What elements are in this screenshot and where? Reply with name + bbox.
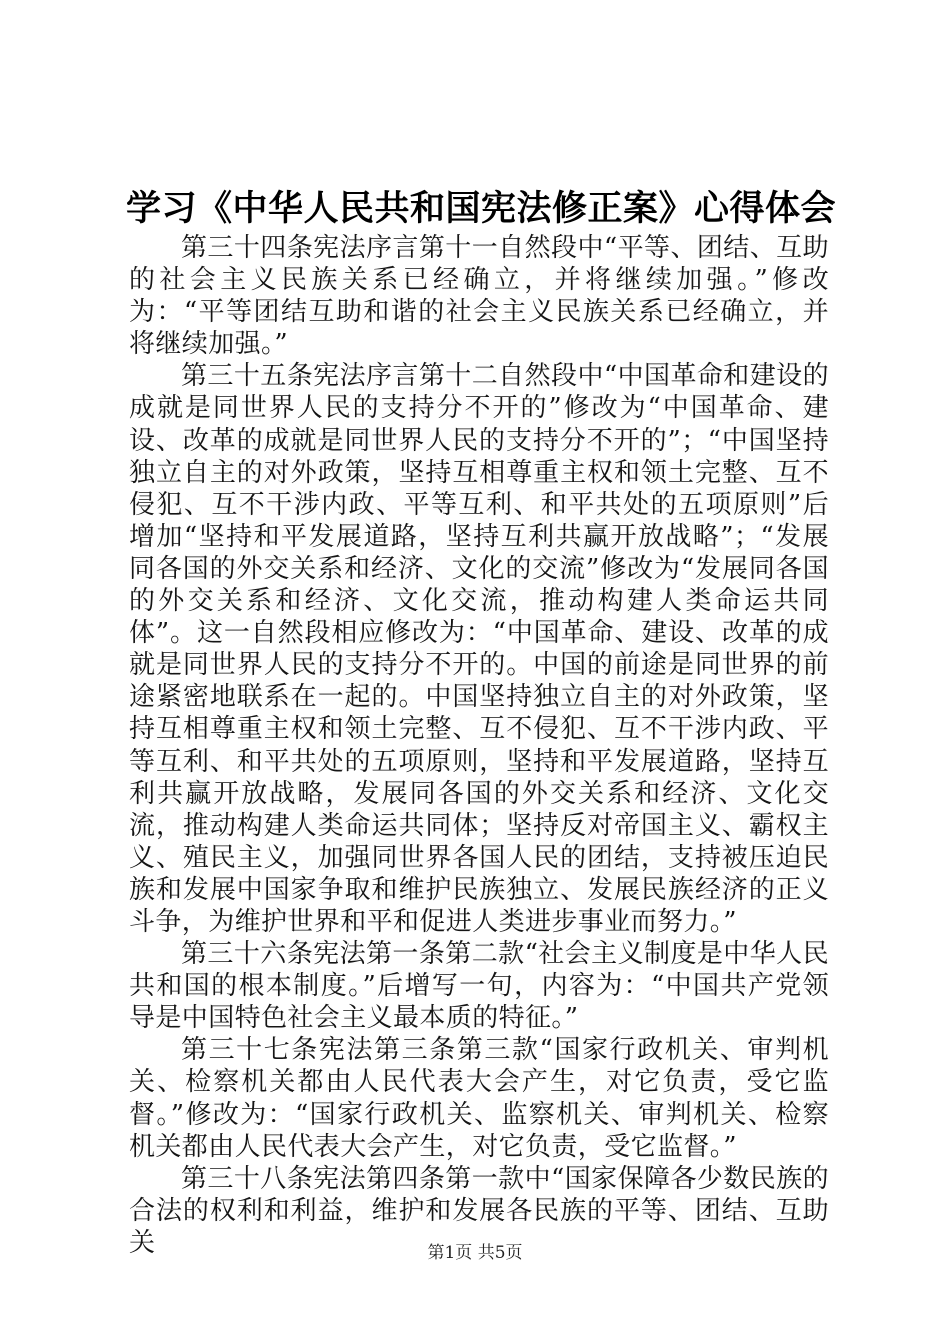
paragraph-article-37: 第三十七条宪法第三条第三款“国家行政机关、审判机关、检察机关都由人民代表大会产生，对它负责，受它监督。”修改为：“国家行政机关、监察机关、审判机关、检察机关都由人民代表大会产生，对它负责，受它监督。” [129, 1035, 829, 1162]
document-body [129, 232, 829, 1259]
paragraph-article-34: 第三十四条宪法序言第十一自然段中“平等、团结、互助的社会主义民族关系已经确立，并将继续加强。”修改为：“平等团结互助和谐的社会主义民族关系已经确立，并将继续加强。” [129, 233, 829, 360]
paragraph-article-35: 第三十五条宪法序言第十二自然段中“中国革命和建设的成就是同世界人民的支持分不开的”修改为“中国革命、建设、改革的成就是同世界人民的支持分不开的”；“中国坚持独立自主的对外政策，坚持互相尊重主权和领土完整、互不侵犯、互不干涉内政、平等互利、和平共处的五项原则”后增加“坚持和平发展道路，坚持互利共赢开放战略”；“发展同各国的外交关系和经济、文化的交流”修改为“发展同各国的外交关系和经济、文化交流，推动构建人类命运共同体”。这一自然段相应修改为：“中国革命、建设、改革的成就是同世界人民的支持分不开的。中国的前途是同世界的前途紧密地联系在一起的。中国坚持独立自主的对外政策，坚持互相尊重主权和领土完整、互不侵犯、互不干涉内政、平等互利、和平共处的五项原则，坚持和平发展道路，坚持互利共赢开放战略，发展同各国的外交关系和经济、文化交流，推动构建人类命运共同体；坚持反对帝国主义、霸权主义、殖民主义，加强同世界各国人民的团结，支持被压迫民族和发展中国家争取和维护民族独立、发展民族经济的正义斗争，为维护世界和平和促进人类进步事业而努力。” [129, 361, 829, 937]
document-title: 学习《中华人民共和国宪法修正案》心得体会 [126, 189, 837, 229]
paragraph-article-38: 第三十八条宪法第四条第一款中“国家保障各少数民族的合法的权利和利益，维护和发展各民族的平等、团结、互助关 [129, 1163, 829, 1258]
page-footer: 第1页 共5页 [427, 1243, 523, 1263]
paragraph-article-36: 第三十六条宪法第一条第二款“社会主义制度是中华人民共和国的根本制度。”后增写一句，内容为：“中国共产党领导是中国特色社会主义最本质的特征。” [129, 939, 829, 1034]
